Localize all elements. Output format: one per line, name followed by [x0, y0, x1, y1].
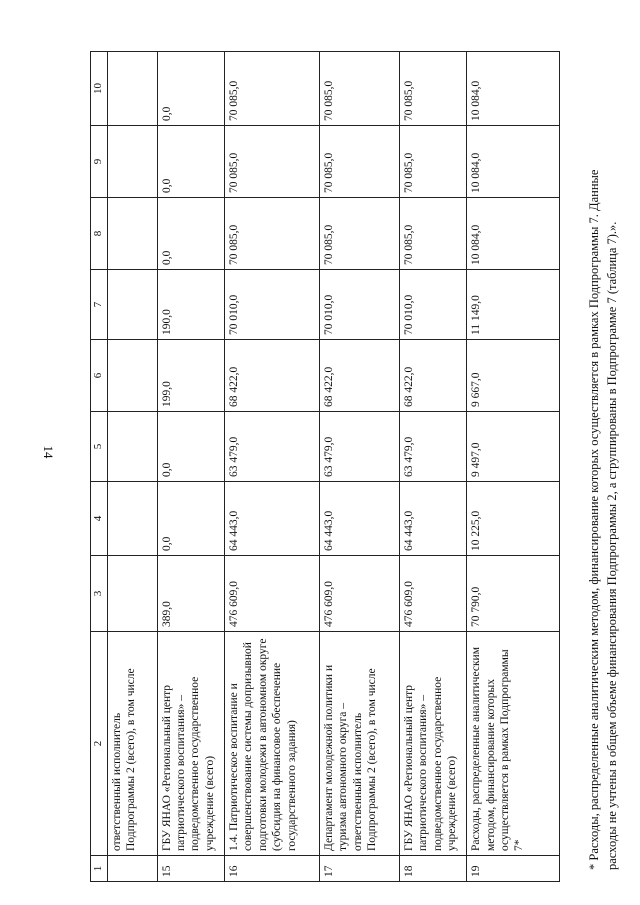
cell-value — [108, 126, 158, 198]
cell-value — [108, 412, 158, 482]
cell-value: 70 085,0 — [399, 52, 466, 126]
cell-value: 70 085,0 — [225, 52, 320, 126]
cell-value: 199,0 — [157, 340, 224, 412]
cell-value: 63 479,0 — [399, 412, 466, 482]
cell-value: 70 085,0 — [319, 126, 399, 198]
column-header: 7 — [91, 270, 108, 340]
table-row — [467, 52, 560, 882]
column-header: 1 — [91, 856, 108, 882]
cell-value — [108, 556, 158, 632]
table-row — [319, 52, 399, 882]
row-name: 1.4. Патриотическое воспитание и совершенствование системы допризывной подготовки молодежи в автономном округе (субсидия на финансовое обеспечение государственного задания) — [225, 632, 320, 856]
cell-value: 10 225,0 — [467, 482, 560, 556]
table-container — [90, 52, 570, 882]
cell-value: 64 443,0 — [225, 482, 320, 556]
cell-value: 476 609,0 — [399, 556, 466, 632]
row-number: 18 — [399, 856, 466, 882]
cell-value: 9 667,0 — [467, 340, 560, 412]
row-name: ГБУ ЯНАО «Региональный центр патриотического воспитания» – подведомственное государственное учреждение (всего) — [399, 632, 466, 856]
row-name: ГБУ ЯНАО «Региональный центр патриотического воспитания» – подведомственное государственное учреждение (всего) — [157, 632, 224, 856]
cell-value: 64 443,0 — [399, 482, 466, 556]
cell-value: 10 084,0 — [467, 126, 560, 198]
cell-value: 63 479,0 — [225, 412, 320, 482]
row-number: 15 — [157, 856, 224, 882]
cell-value: 70 010,0 — [319, 270, 399, 340]
cell-value: 0,0 — [157, 482, 224, 556]
cell-value: 68 422,0 — [399, 340, 466, 412]
row-number: 17 — [319, 856, 399, 882]
column-header: 9 — [91, 126, 108, 198]
cell-value: 0,0 — [157, 198, 224, 270]
cell-value: 70 085,0 — [399, 126, 466, 198]
cell-value: 64 443,0 — [319, 482, 399, 556]
cell-value — [108, 52, 158, 126]
column-header: 8 — [91, 198, 108, 270]
row-name: Департамент молодежной политики и туризма автономного округа – ответственный исполнитель Подпрограммы 2 (всего), в том числе — [319, 632, 399, 856]
cell-value: 68 422,0 — [319, 340, 399, 412]
cell-value: 0,0 — [157, 126, 224, 198]
cell-value: 190,0 — [157, 270, 224, 340]
cell-value: 476 609,0 — [319, 556, 399, 632]
cell-value — [108, 270, 158, 340]
cell-value: 70 010,0 — [225, 270, 320, 340]
row-name: ответственный исполнитель Подпрограммы 2 (всего), в том числе — [108, 632, 158, 856]
cell-value — [108, 482, 158, 556]
cell-value: 0,0 — [157, 412, 224, 482]
cell-value — [108, 198, 158, 270]
cell-value: 11 149,0 — [467, 270, 560, 340]
row-number: 19 — [467, 856, 560, 882]
budget-table — [90, 51, 560, 882]
cell-value: 70 085,0 — [319, 198, 399, 270]
column-header: 6 — [91, 340, 108, 412]
footnote — [585, 40, 621, 870]
cell-value: 476 609,0 — [225, 556, 320, 632]
table-row — [225, 52, 320, 882]
column-header: 4 — [91, 482, 108, 556]
cell-value: 63 479,0 — [319, 412, 399, 482]
cell-value: 389,0 — [157, 556, 224, 632]
table-row — [157, 52, 224, 882]
cell-value: 10 084,0 — [467, 198, 560, 270]
row-number — [108, 856, 158, 882]
column-header: 3 — [91, 556, 108, 632]
header-row — [91, 52, 108, 882]
column-header: 5 — [91, 412, 108, 482]
cell-value: 70 790,0 — [467, 556, 560, 632]
column-header: 2 — [91, 632, 108, 856]
column-header: 10 — [91, 52, 108, 126]
footnote-line: расходы не учтены в общем объеме финансирования Подпрограммы 2, а сгруппированы в Подпрограмме 7 (таблица 7).». — [605, 221, 620, 870]
cell-value: 0,0 — [157, 52, 224, 126]
cell-value: 70 085,0 — [399, 198, 466, 270]
table-row — [108, 52, 158, 882]
cell-value — [108, 340, 158, 412]
cell-value: 70 085,0 — [225, 126, 320, 198]
cell-value: 70 085,0 — [225, 198, 320, 270]
row-name: Расходы, распределенные аналитическим методом, финансирование которых осуществляется в рамках Подпрограммы 7* — [467, 632, 560, 856]
page-number: 14 — [41, 445, 56, 459]
cell-value: 70 010,0 — [399, 270, 466, 340]
row-number: 16 — [225, 856, 320, 882]
cell-value: 68 422,0 — [225, 340, 320, 412]
footnote-line: * Расходы, распределенные аналитическим методом, финансирование которых осуществляется в рамках Подпрограммы 7. Данные — [587, 169, 601, 870]
table-row — [399, 52, 466, 882]
cell-value: 70 085,0 — [319, 52, 399, 126]
cell-value: 9 497,0 — [467, 412, 560, 482]
cell-value: 10 084,0 — [467, 52, 560, 126]
